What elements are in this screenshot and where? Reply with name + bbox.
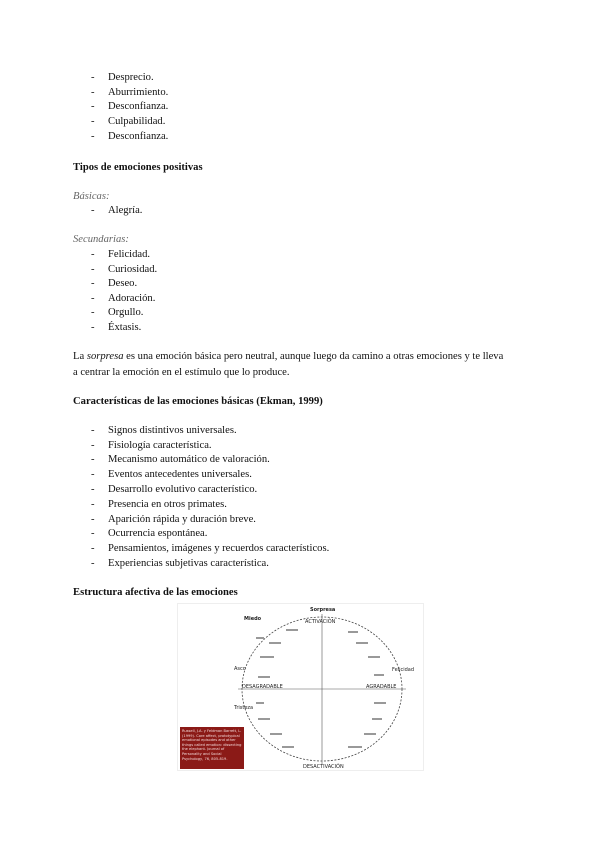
- emotion-term-mark: [286, 629, 298, 631]
- emotion-term-mark: [368, 656, 380, 658]
- list-dash: -: [91, 293, 95, 304]
- label-surprise: Sorpresa: [310, 607, 336, 613]
- list-dash: -: [91, 264, 95, 275]
- label-disgust: Asco: [234, 666, 246, 672]
- list-item-text: Aparición rápida y duración breve.: [108, 514, 256, 525]
- list-item-text: Deseo.: [108, 278, 138, 289]
- list-dash: -: [91, 425, 95, 436]
- list-dash: -: [91, 499, 95, 510]
- list-dash: -: [91, 440, 95, 451]
- list-dash: -: [91, 249, 95, 260]
- list-item-text: Pensamientos, imágenes y recuerdos característicos.: [108, 543, 330, 554]
- list-dash: -: [91, 528, 95, 539]
- subheading-secondary: Secundarias:: [73, 234, 129, 245]
- emphasis-sorpresa: sorpresa: [86, 351, 124, 362]
- label-activation: ACTIVACIÓN: [305, 619, 336, 625]
- list-item-text: Curiosidad.: [108, 264, 158, 275]
- label-pleasant: AGRADABLE: [366, 684, 397, 690]
- list-item-text: Orgullo.: [108, 307, 144, 318]
- list-dash: -: [91, 469, 95, 480]
- label-happiness: Felicidad: [392, 667, 415, 673]
- emotion-term-mark: [260, 656, 274, 658]
- emotion-term-mark: [348, 746, 362, 748]
- list-item-text: Felicidad.: [108, 249, 151, 260]
- list-dash: -: [91, 543, 95, 554]
- label-deactivation: DESACTIVACIÓN: [303, 764, 344, 770]
- section-heading-positive-emotions: Tipos de emociones positivas: [73, 162, 203, 173]
- list-item-text: Desarrollo evolutivo característico.: [108, 484, 258, 495]
- label-sadness: Tristeza: [234, 705, 254, 711]
- list-item-text: Signos distintivos universales.: [108, 425, 237, 436]
- list-item-text: Aburrimiento.: [108, 87, 169, 98]
- list-item-text: Éxtasis.: [108, 322, 142, 333]
- label-fear: Miedo: [244, 616, 262, 622]
- list-dash: -: [91, 87, 95, 98]
- list-dash: -: [91, 558, 95, 569]
- emotion-term-mark: [348, 631, 358, 633]
- list-dash: -: [91, 514, 95, 525]
- list-item-text: Experiencias subjetivas característica.: [108, 558, 269, 569]
- emotion-term-mark: [269, 642, 281, 644]
- list-item-text: Fisiología característica.: [108, 440, 212, 451]
- emotion-term-mark: [364, 733, 376, 735]
- paragraph-line: a centrar la emoción en el estímulo que lo produce.: [73, 367, 290, 378]
- list-item-text: Presencia en otros primates.: [108, 499, 227, 510]
- list-item-text: Desconfianza.: [108, 131, 169, 142]
- paragraph-text: La: [73, 351, 87, 362]
- list-dash: -: [91, 205, 95, 216]
- section-heading-basic-features: Características de las emociones básicas (Ekman, 1999): [73, 396, 323, 407]
- paragraph-surprise: [73, 349, 543, 381]
- list-dash: -: [91, 454, 95, 465]
- list-item-text: Alegría.: [108, 205, 143, 216]
- emotion-term-mark: [356, 642, 368, 644]
- paragraph-line: [73, 349, 543, 365]
- subheading-basic: Básicas:: [73, 191, 110, 202]
- list-item-text: Ocurrencia espontánea.: [108, 528, 208, 539]
- emotion-term-mark: [256, 702, 264, 704]
- list-dash: -: [91, 101, 95, 112]
- list-item-text: Desprecio.: [108, 72, 154, 83]
- list-dash: -: [91, 72, 95, 83]
- emotion-term-mark: [258, 718, 270, 720]
- list-dash: -: [91, 278, 95, 289]
- label-unpleasant: DESAGRADABLE: [242, 684, 283, 690]
- list-item-text: Eventos antecedentes universales.: [108, 469, 252, 480]
- emotion-term-mark: [372, 718, 382, 720]
- emotion-term-mark: [256, 637, 264, 639]
- list-dash: -: [91, 131, 95, 142]
- emotion-term-mark: [374, 702, 386, 704]
- list-dash: -: [91, 116, 95, 127]
- paragraph-text: es una emoción básica pero neutral, aunque luego da camino a otras emociones y te lleva: [123, 351, 504, 362]
- emotion-term-mark: [258, 676, 270, 678]
- list-item-text: Mecanismo automático de valoración.: [108, 454, 270, 465]
- emotion-term-mark: [270, 733, 282, 735]
- list-item-text: Culpabilidad.: [108, 116, 166, 127]
- emotion-term-mark: [282, 746, 294, 748]
- figure-source-note: Russell, J.A. y Feldman Barrett, L. (1999). Core affect, prototypical emotional episodes and other things called emotion: dissecting the elephant. Journal of Personality and Social Psychology, 76, 805-819.: [180, 727, 244, 769]
- affective-circumplex-figure: [177, 603, 424, 771]
- list-dash: -: [91, 484, 95, 495]
- list-dash: -: [91, 307, 95, 318]
- emotion-term-mark: [374, 674, 384, 676]
- list-dash: -: [91, 322, 95, 333]
- list-item-text: Desconfianza.: [108, 101, 169, 112]
- list-item-text: Adoración.: [108, 293, 156, 304]
- section-heading-affective-structure: Estructura afectiva de las emociones: [73, 587, 238, 598]
